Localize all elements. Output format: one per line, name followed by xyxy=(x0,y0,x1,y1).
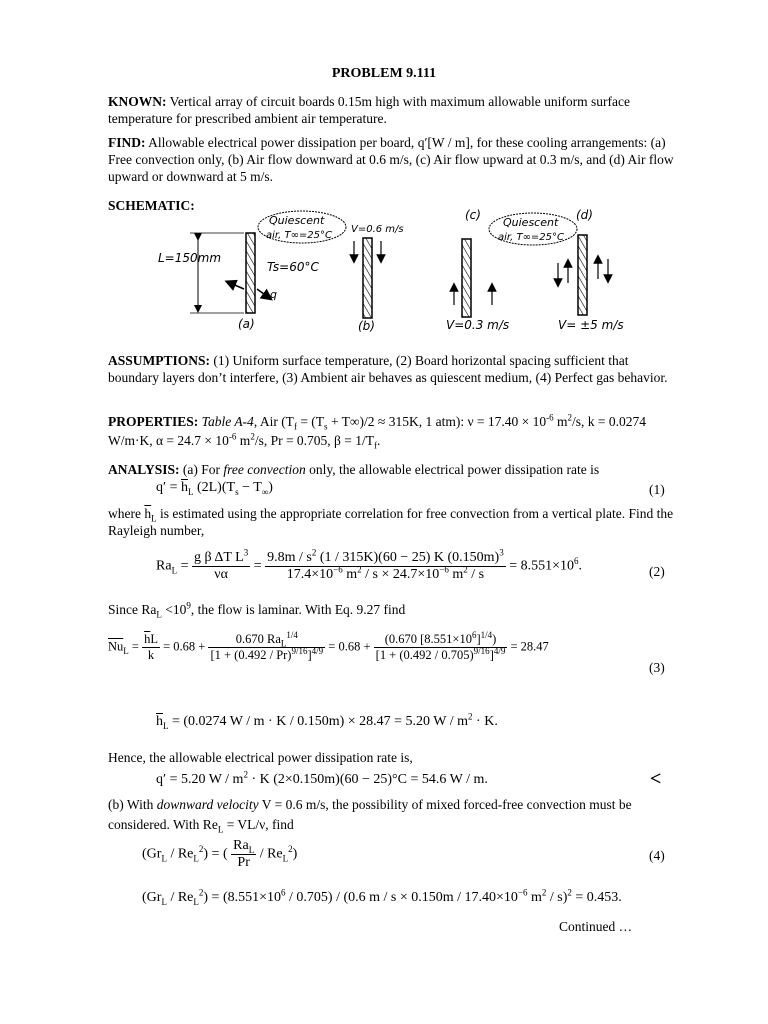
eq2-exp: 6 xyxy=(574,556,579,567)
exp-alpha: -6 xyxy=(228,431,237,442)
find-qvar: q′[W / m], xyxy=(417,135,474,150)
part-b-a: (b) With xyxy=(108,797,154,812)
where-b: is estimated using the appropriate correlation for free convection from a vertical plate. Find the Rayleigh number, xyxy=(108,506,674,538)
equation-h: $\overline{h}_L = (0.0274$ W / m · K / 0.150m) × 28.47 = 5.20 $W / m^2 \cdot K$. xyxy=(156,711,498,731)
find-text-b: for these cooling arrangements: (a) Free convection only, (b) Air flow downward at 0.6 m/s, (c) Air flow upward at 0.3 m/s, and (d) Air flow upward or downward at 5 m/s. xyxy=(108,135,674,184)
properties-text-4: m xyxy=(553,414,568,429)
analysis-intro-b: only, the allowable electrical power dissipation rate is xyxy=(309,462,600,477)
eq-h-text: = (0.0274 W / m · K / 0.150m) × 28.47 = 5.20 W / m xyxy=(172,714,469,729)
sub-s: s xyxy=(324,421,328,432)
quiescent-text-2: Quiescent xyxy=(503,216,559,229)
properties-text-1: , Air (T xyxy=(253,414,294,429)
since-exp: 9 xyxy=(186,600,191,611)
properties-text-2: = (T xyxy=(296,414,325,429)
since-a: Since Ra xyxy=(108,602,157,617)
eq5-result: = 0.453. xyxy=(575,890,622,905)
equation-3-number: (3) xyxy=(649,660,665,675)
eq3-result: = 28.47 xyxy=(510,639,549,654)
board-a xyxy=(246,233,255,313)
answer-marker: < xyxy=(650,768,662,790)
air-temp-text-2: air, T∞=25°C xyxy=(498,232,564,243)
find-section xyxy=(108,134,678,185)
schematic-diagram xyxy=(150,205,640,340)
eq-q-a: q′ = 5.20 W / m xyxy=(156,772,244,787)
properties-text-5: /s, k = 0.0274 W/m·K, α = 24.7 × 10 xyxy=(108,414,647,448)
equation-4-number: (4) xyxy=(649,848,665,863)
length-label: L=150mm xyxy=(158,251,222,265)
part-b-b: V = 0.6 m/s, the possibility of mixed forced-free convection must be considered. With Re xyxy=(108,797,632,832)
since-text: Since $Ra_L <10^9$, the flow is laminar. With Eq. 9.27 find xyxy=(108,600,406,620)
find-text-a: Allowable electrical power dissipation per board, xyxy=(148,135,415,150)
exp-nu: -6 xyxy=(546,412,554,423)
board-d xyxy=(578,235,587,315)
board-c xyxy=(462,239,471,317)
case-a-label: (a) xyxy=(238,317,255,331)
continued-text: Continued … xyxy=(559,919,633,934)
free-convection-text: free convection xyxy=(223,462,306,477)
equation-q: q′ = 5.20 $W / m^2 \cdot K$ (2×0.150m)(60 − 25)°C = 54.6 W / m. xyxy=(156,769,488,787)
equation-1-number: (1) xyxy=(649,482,665,497)
case-b-label: (b) xyxy=(358,319,375,333)
air-temp-text-1: air, T∞=25°C xyxy=(266,230,332,241)
analysis-intro xyxy=(108,461,678,478)
properties-text-6: m xyxy=(236,433,251,448)
eq2-result: = 8.551×10 xyxy=(509,558,574,574)
heat-q-label: q xyxy=(270,288,277,301)
part-b-text: (b) With downward velocity V = 0.6 m/s, the possibility of mixed forced-free convection must be considered. With $Re_L = VL/\nu$, find xyxy=(108,797,632,835)
case-d-label: (d) xyxy=(576,208,593,222)
downward-velocity-text: downward velocity xyxy=(156,797,259,812)
properties-text-7: /s, Pr = 0.705, β = 1/T xyxy=(254,433,375,448)
since-b: <10 xyxy=(161,602,187,617)
find-label: FIND: xyxy=(108,135,146,150)
known-label: KNOWN: xyxy=(108,94,167,109)
equation-4: $(Gr_L / Re_L^2)$ = ( $\frac{Ra_L}{Pr}$ / $Re_L^2$) xyxy=(142,838,298,870)
properties-text-3: + T∞)/2 ≈ 315K, 1 atm): ν = 17.40 × 10 xyxy=(327,414,547,429)
equation-5: $(Gr_L / Re_L^2) = (8.551\times 10^6 / 0.705) / (0.6$ $m / s \times 0.150m / 17.40\times 10^{-6}$ $m^2 / s)^2 = 0.453$. xyxy=(142,887,622,907)
board-b xyxy=(363,238,372,318)
surface-temp-label: Ts=60°C xyxy=(267,260,319,274)
properties-section: PROPERTIES: Table A-4, Air ($T_f = (T_s + T\infty)/2 \approx 315K$, 1 atm): $\nu = 17.40 \times 10^{-6}$ $m^2/s$, k = 0.0274 W/m·K, $\alpha = 24.7 \times 10^{-6}$ $m^2/s$, Pr = 0.705, $\beta = 1/T_f$. xyxy=(108,412,647,451)
equation-1: $q' = \overline{h}_L$ $(2L)(T_s - T_\infty)$ xyxy=(156,480,273,497)
equation-2: $Ra_L$ = $\frac{g \beta \Delta T L^3}{\nu\alpha}$ = $\frac{9.8m / s^2 (1 / 315K)(60 - 25) K (0.150m)^3}{17.4\times 10^{-6} m^2 / s \times 24.7\times 10^{-6} m^2 / s}$ = $8.551\times 10^6$. xyxy=(156,547,582,582)
where-a: where xyxy=(108,506,141,521)
case-c-label: (c) xyxy=(465,208,481,222)
properties-label: PROPERTIES: xyxy=(108,414,199,429)
equation-3: $\overline{Nu}_L$ = $\frac{\overline{h}L}{k}$ = 0.68 + $\frac{0.670 Ra_L^{1/4}}{[1 + (0.492 / Pr)^{9/16}]^{4/9}}$ = 0.68 + $\frac{(0.670 [8.551\times 10^6]^{1/4})}{[1 + (0.492 / 0.705)^{9/16}]^{4/9}}$ = 28.47 xyxy=(108,629,549,662)
known-text: Vertical array of circuit boards 0.15m high with maximum allowable uniform surface temperature for prescribed ambient air temperature. xyxy=(108,94,630,126)
assumptions-section xyxy=(108,352,678,386)
sub-f: f xyxy=(293,421,297,432)
hence-text: Hence, the allowable electrical power dissipation rate is, xyxy=(108,750,413,765)
analysis-intro-a: (a) For xyxy=(182,462,221,477)
known-section xyxy=(108,93,678,127)
eq-q-b: · K (2×0.150m)(60 − 25)°C = 54.6 W / m. xyxy=(247,772,488,787)
velocity-d-label: V= ±5 m/s xyxy=(558,318,624,332)
where-text: where $\overline{h}_L$ is estimated using the appropriate correlation for free convection from a vertical plate. Find the Rayleigh number, xyxy=(108,506,674,538)
velocity-b-label: V=0.6 m/s xyxy=(351,224,404,235)
problem-title: PROBLEM 9.111 xyxy=(331,66,437,81)
equation-2-number: (2) xyxy=(649,564,665,579)
part-b-c: = VL/ν, find xyxy=(223,817,294,832)
velocity-c-label: V=0.3 m/s xyxy=(446,318,510,332)
assumptions-label: ASSUMPTIONS: xyxy=(108,353,211,368)
quiescent-text-1: Quiescent xyxy=(269,214,325,227)
eq-h-end: · K. xyxy=(472,714,498,729)
since-c: , the flow is laminar. With Eq. 9.27 find xyxy=(190,602,406,617)
analysis-label: ANALYSIS: xyxy=(108,462,180,477)
assumptions-text: (1) Uniform surface temperature, (2) Board horizontal spacing sufficient that boundary layers don’t interfere, (3) Ambient air behaves as quiescent medium, (4) Perfect gas behavior. xyxy=(108,353,668,385)
properties-table: Table A-4 xyxy=(201,414,254,429)
schematic-heading: SCHEMATIC: xyxy=(108,198,195,213)
sub-f-2: f xyxy=(374,440,378,451)
